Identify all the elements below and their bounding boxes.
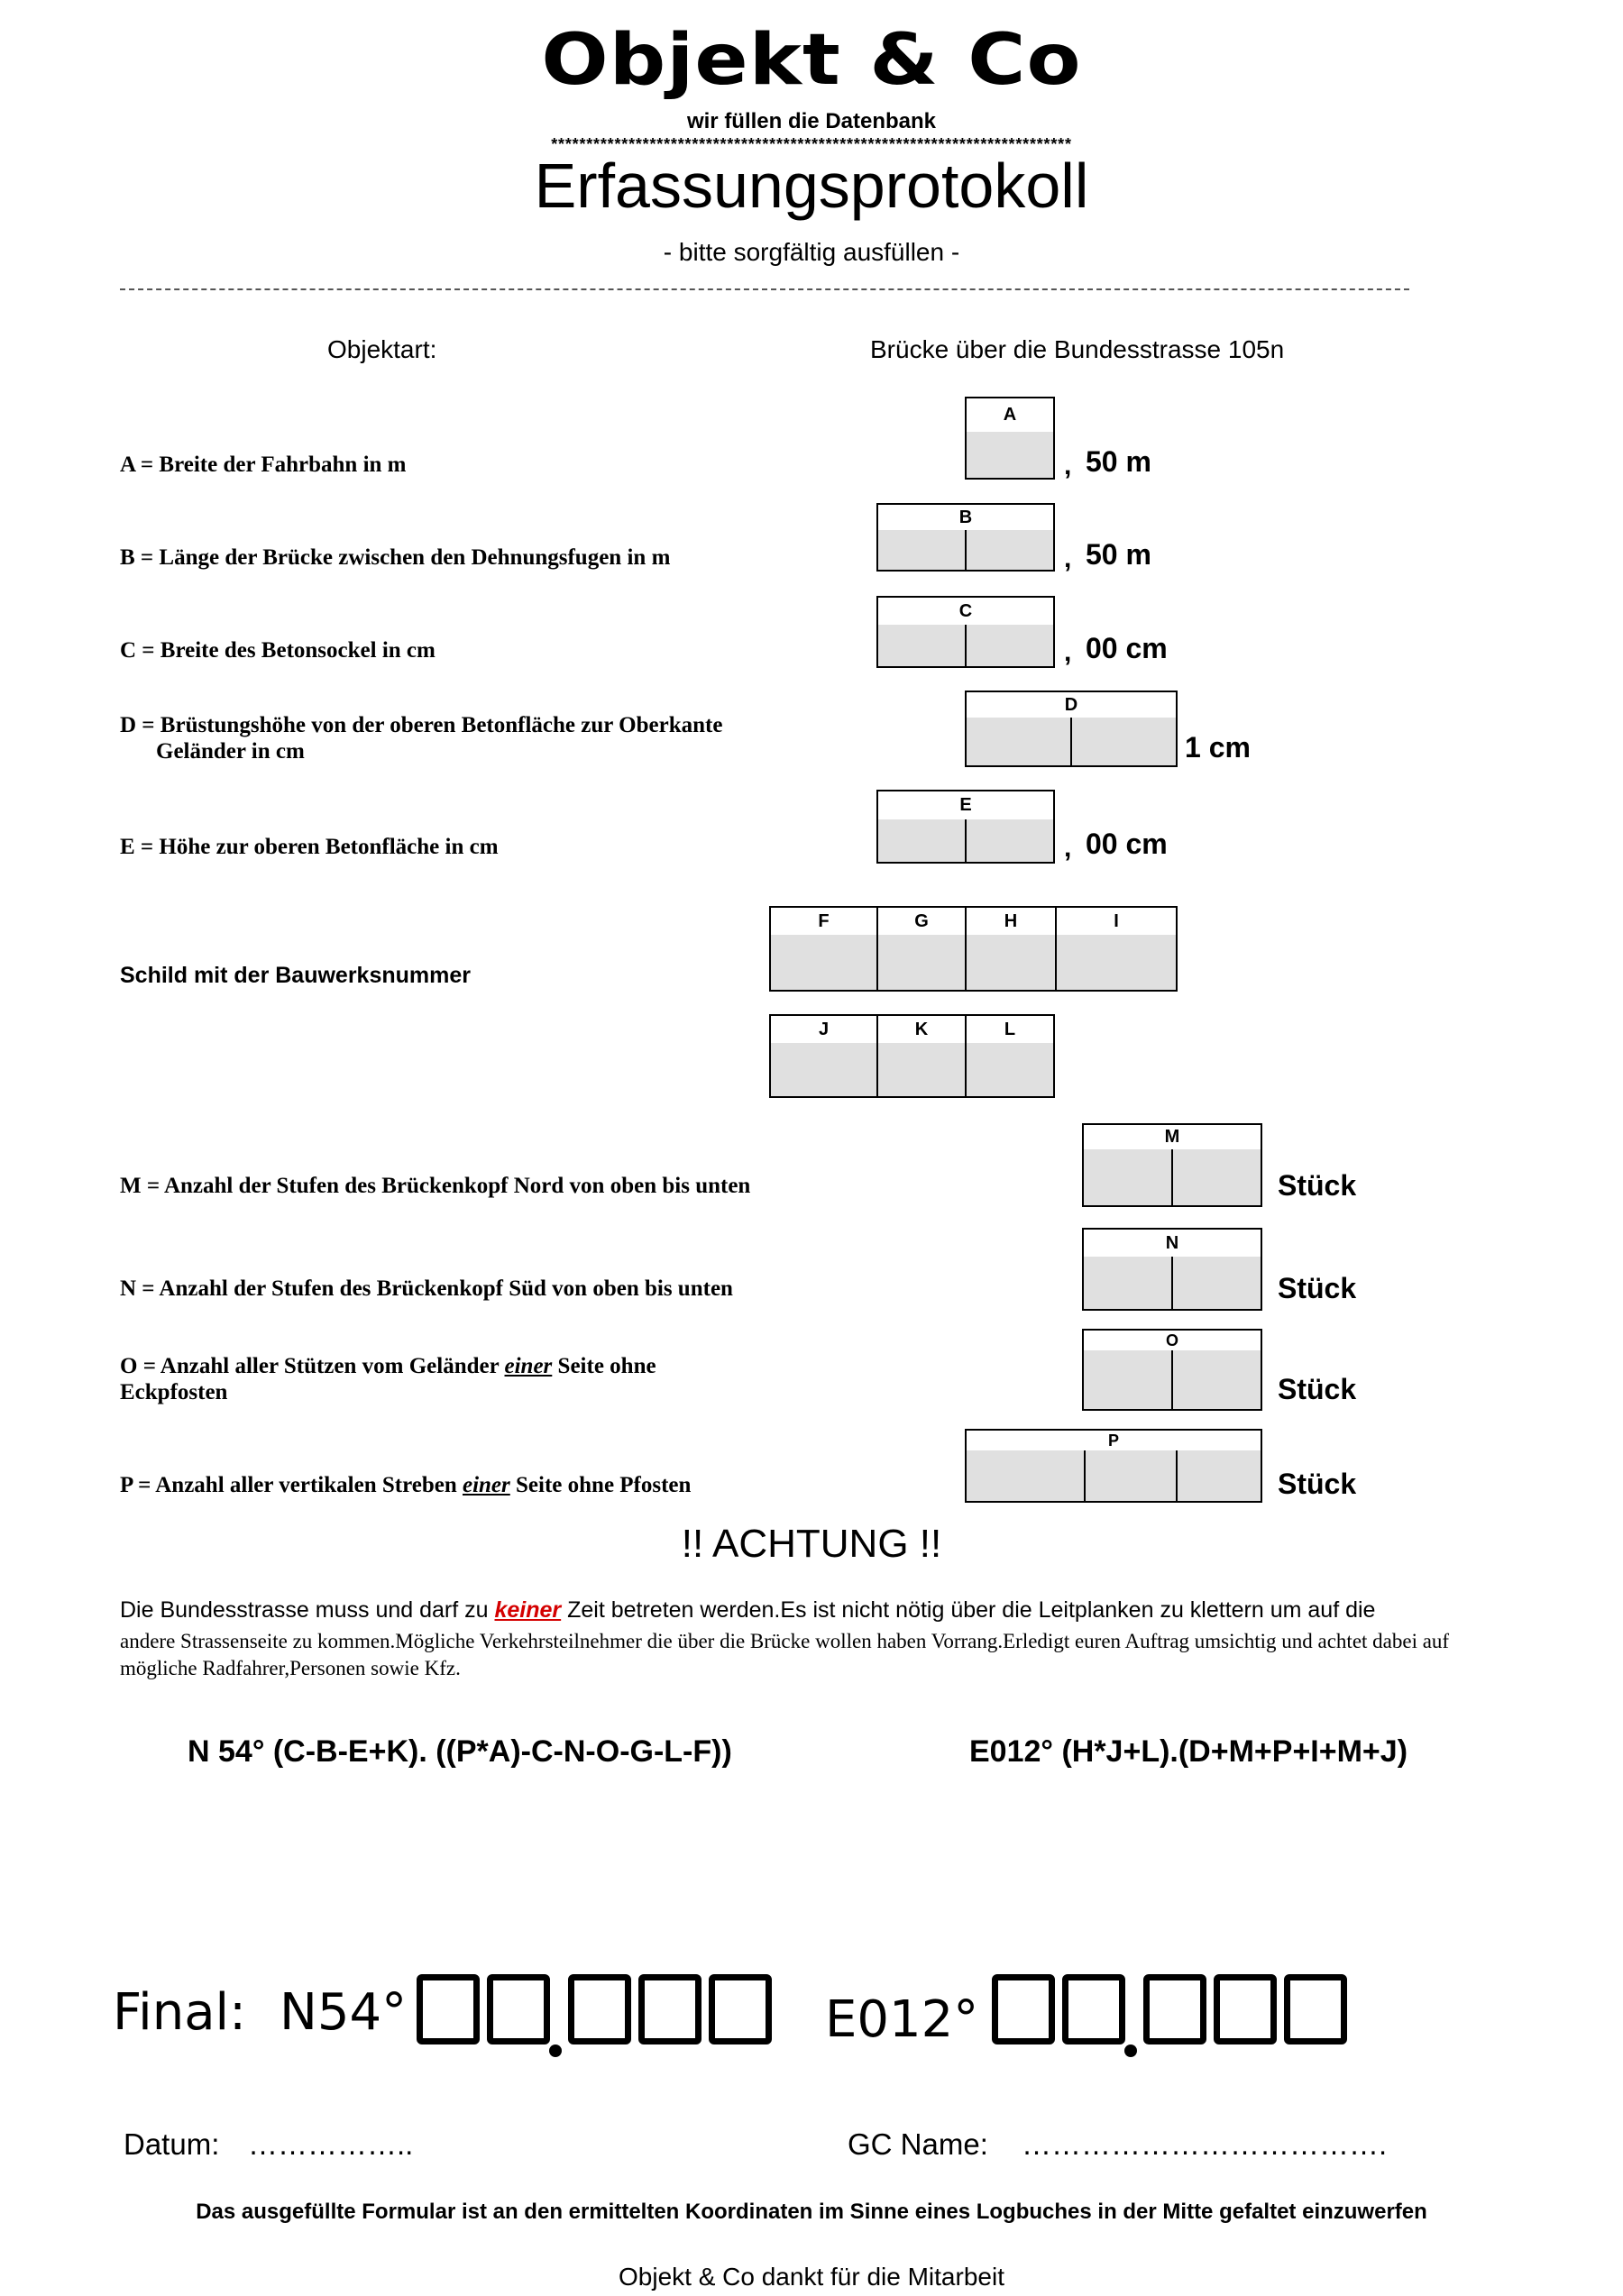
final-north-prefix: N54° xyxy=(280,1983,408,2042)
field-m-cell[interactable] xyxy=(1173,1149,1261,1205)
sign-cell-g[interactable] xyxy=(878,935,967,990)
field-m-box[interactable] xyxy=(1082,1123,1262,1207)
field-o-unit: Stück xyxy=(1278,1373,1357,1405)
field-b-cell[interactable] xyxy=(967,530,1053,570)
date-field[interactable]: …………….. xyxy=(248,2127,414,2161)
field-o-cell[interactable] xyxy=(1173,1350,1261,1409)
star-divider: ************************************************************************** xyxy=(551,135,1072,153)
field-p-letter: P xyxy=(1107,1432,1119,1450)
final-east-digit[interactable] xyxy=(1143,1974,1206,2044)
final-north-digit[interactable] xyxy=(568,1974,631,2044)
field-d-unit: 1 cm xyxy=(1185,731,1251,764)
warning-line1 xyxy=(120,1597,1375,1624)
field-m-unit: Stück xyxy=(1278,1169,1357,1202)
gc-name-label: GC Name: xyxy=(848,2127,988,2161)
sign-row-1[interactable] xyxy=(769,906,1178,992)
final-east-digit[interactable] xyxy=(992,1974,1055,2044)
field-a-letter: A xyxy=(1003,405,1017,425)
field-a-label: A = Breite der Fahrbahn in m xyxy=(120,453,407,477)
field-p-label-pre: P = Anzahl aller vertikalen Streben xyxy=(120,1473,463,1497)
field-n-cell[interactable] xyxy=(1173,1257,1261,1309)
field-p-label xyxy=(120,1473,691,1499)
field-b-box[interactable] xyxy=(876,503,1055,572)
field-a-box[interactable] xyxy=(965,397,1055,480)
sign-cell-h[interactable] xyxy=(967,935,1057,990)
field-b-letter: B xyxy=(958,508,973,527)
field-c-cell[interactable] xyxy=(878,625,967,666)
field-e-unit: 00 cm xyxy=(1086,828,1168,860)
formula-north: N 54° (C-B-E+K). ((P*A)-C-N-O-G-L-F)) xyxy=(188,1734,732,1769)
field-n-unit: Stück xyxy=(1278,1272,1357,1304)
field-c-unit: 00 cm xyxy=(1086,632,1168,664)
page-title: Erfassungsprotokoll xyxy=(534,151,1089,221)
warning-line1-pre: Die Bundesstrasse muss und darf zu xyxy=(120,1597,495,1623)
field-c-label: C = Breite des Betonsockel in cm xyxy=(120,638,436,663)
warning-title: !! ACHTUNG !! xyxy=(681,1522,942,1566)
field-d-label-line2: Geländer in cm xyxy=(156,739,305,764)
sign-letter: I xyxy=(1114,911,1119,931)
field-c-comma: , xyxy=(1064,637,1072,667)
sign-cell-l[interactable] xyxy=(967,1043,1053,1096)
sign-letter: G xyxy=(878,908,967,935)
object-type-label: Objektart: xyxy=(327,335,437,363)
field-o-label xyxy=(120,1354,656,1380)
date-label: Datum: xyxy=(124,2127,220,2161)
field-m-cell[interactable] xyxy=(1084,1149,1173,1205)
field-a-comma: , xyxy=(1064,451,1072,480)
warning-keyword: keiner xyxy=(494,1597,562,1623)
field-o-cell[interactable] xyxy=(1084,1350,1173,1409)
field-p-cell[interactable] xyxy=(1178,1450,1261,1501)
field-o-label-line2: Eckpfosten xyxy=(120,1380,228,1404)
field-o-label-pre: O = Anzahl aller Stützen vom Geländer xyxy=(120,1354,505,1378)
sign-letter: J xyxy=(771,1016,878,1043)
field-p-cell[interactable] xyxy=(1086,1450,1178,1501)
field-o-label-em: einer xyxy=(504,1354,553,1378)
final-east-decimal-dot xyxy=(1124,2044,1137,2057)
field-n-letter: N xyxy=(1165,1233,1179,1253)
sign-label: Schild mit der Bauwerksnummer xyxy=(120,963,472,988)
final-north-digit[interactable] xyxy=(487,1974,550,2044)
sign-row-2[interactable] xyxy=(769,1014,1055,1098)
field-p-label-post: Seite ohne Pfosten xyxy=(509,1473,692,1497)
field-m-label: M = Anzahl der Stufen des Brückenkopf Nord von oben bis unten xyxy=(120,1174,751,1198)
field-e-label: E = Höhe zur oberen Betonfläche in cm xyxy=(120,835,499,859)
final-east-digit[interactable] xyxy=(1284,1974,1347,2044)
field-n-label: N = Anzahl der Stufen des Brückenkopf Süd von oben bis unten xyxy=(120,1276,733,1301)
field-p-label-em: einer xyxy=(462,1473,510,1497)
field-b-comma: , xyxy=(1064,544,1072,573)
field-o-box[interactable] xyxy=(1082,1329,1262,1411)
field-a-unit: 50 m xyxy=(1086,445,1151,478)
sign-letter: H xyxy=(967,908,1057,935)
object-type-value: Brücke über die Bundesstrasse 105n xyxy=(870,335,1285,363)
thanks-line: Objekt & Co dankt für die Mitarbeit xyxy=(619,2263,1004,2291)
warning-line1-post: Zeit betreten werden.Es ist nicht nötig über die Leitplanken zu klettern um auf die xyxy=(561,1597,1376,1623)
field-b-unit: 50 m xyxy=(1086,538,1151,571)
page-subtitle: - bitte sorgfältig ausfüllen - xyxy=(663,238,960,266)
field-d-box[interactable] xyxy=(965,691,1178,767)
field-p-cell[interactable] xyxy=(967,1450,1086,1501)
sign-letter: F xyxy=(771,908,878,935)
warning-line2: andere Strassenseite zu kommen.Mögliche Verkehrsteilnehmer die über die Brücke wollen haben Vorrang.Erledigt euren Auftrag umsichtig und achtet dabei auf mögliche Radfahrer,Personen sowie Kfz. xyxy=(120,1630,1450,1679)
sign-cell-j[interactable] xyxy=(771,1043,878,1096)
sign-letter: L xyxy=(1004,1020,1016,1039)
final-north-digit[interactable] xyxy=(417,1974,480,2044)
field-c-box[interactable] xyxy=(876,596,1055,668)
final-north-decimal-dot xyxy=(549,2044,562,2057)
sign-letter: K xyxy=(878,1016,967,1043)
field-d-cell[interactable] xyxy=(967,718,1072,765)
final-east-digit[interactable] xyxy=(1062,1974,1125,2044)
submission-note: Das ausgefüllte Formular ist an den ermittelten Koordinaten im Sinne eines Logbuches in der Mitte gefaltet einzuwerfen xyxy=(196,2200,1427,2224)
final-east-digit[interactable] xyxy=(1214,1974,1277,2044)
dashed-divider xyxy=(120,288,1409,290)
field-c-cell[interactable] xyxy=(967,625,1053,666)
field-b-cell[interactable] xyxy=(878,530,967,570)
field-d-label-line1: D = Brüstungshöhe von der oberen Betonfläche zur Oberkante xyxy=(120,713,723,737)
field-d-cell[interactable] xyxy=(1072,718,1176,765)
field-c-letter: C xyxy=(958,601,973,621)
tagline: wir füllen die Datenbank xyxy=(686,109,937,133)
field-e-cell[interactable] xyxy=(967,819,1053,862)
field-b-label: B = Länge der Brücke zwischen den Dehnungsfugen in m xyxy=(120,545,671,570)
field-p-unit: Stück xyxy=(1278,1468,1357,1500)
field-m-letter: M xyxy=(1164,1127,1180,1147)
field-e-cell[interactable] xyxy=(878,819,967,862)
field-p-box[interactable] xyxy=(965,1429,1262,1503)
field-o-letter: O xyxy=(1165,1331,1178,1349)
sign-cell-i[interactable] xyxy=(1057,935,1176,990)
final-north-digit[interactable] xyxy=(709,1974,772,2044)
field-a-cell[interactable] xyxy=(967,432,1053,478)
final-north-digit[interactable] xyxy=(638,1974,701,2044)
field-n-cell[interactable] xyxy=(1084,1257,1173,1309)
final-label: Final: xyxy=(113,1983,246,2042)
field-o-label-post: Seite ohne xyxy=(552,1354,656,1378)
field-d-letter: D xyxy=(1064,695,1078,715)
sign-cell-f[interactable] xyxy=(771,935,878,990)
gc-name-field[interactable]: ………………………………. xyxy=(1022,2127,1388,2161)
field-e-letter: E xyxy=(959,795,972,815)
field-e-comma: , xyxy=(1064,833,1072,863)
sign-cell-k[interactable] xyxy=(878,1043,967,1096)
field-n-box[interactable] xyxy=(1082,1228,1262,1311)
formula-east: E012° (H*J+L).(D+M+P+I+M+J) xyxy=(969,1734,1408,1769)
logo: Objekt & Co xyxy=(541,20,1082,101)
final-east-prefix: E012° xyxy=(825,1990,979,2049)
field-e-box[interactable] xyxy=(876,790,1055,864)
